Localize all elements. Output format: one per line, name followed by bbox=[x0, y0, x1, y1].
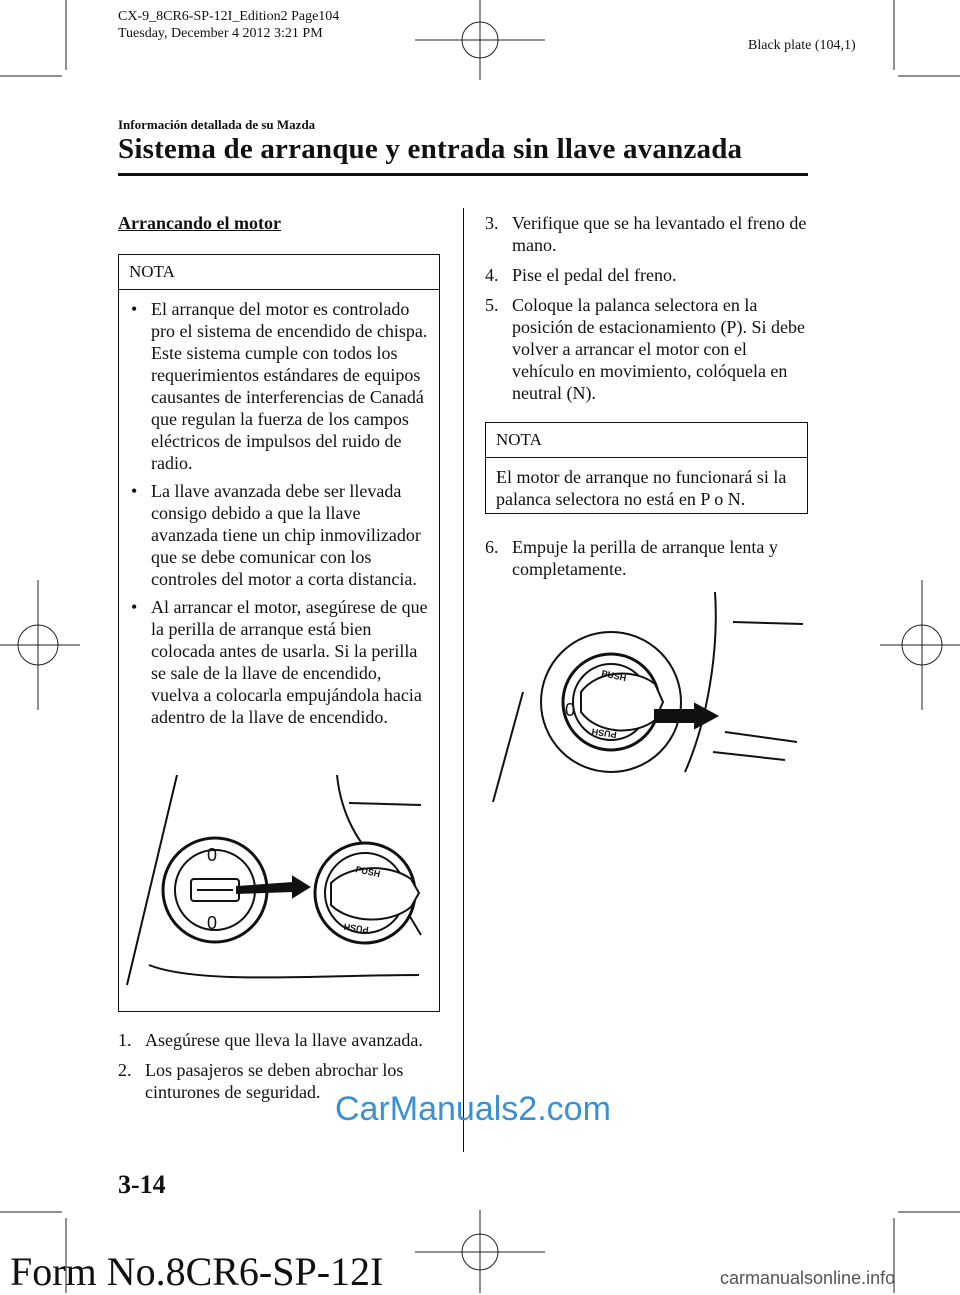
note-list bbox=[119, 298, 439, 728]
step-number: 3. bbox=[485, 213, 499, 233]
note-item bbox=[131, 596, 429, 728]
watermark: CarManuals2.com bbox=[335, 1090, 611, 1128]
print-metadata bbox=[118, 8, 339, 42]
step-item bbox=[485, 264, 810, 286]
step-item bbox=[485, 212, 810, 256]
note-heading: NOTA bbox=[119, 255, 439, 290]
step-text: Los pasajeros se deben abrochar los cinturones de seguridad. bbox=[145, 1060, 404, 1102]
step-number: 4. bbox=[485, 265, 499, 285]
push-label-bottom: PUSH bbox=[343, 921, 370, 935]
plate-label: Black plate (104,1) bbox=[748, 38, 856, 53]
note-heading: NOTA bbox=[486, 423, 807, 458]
step-text: Pise el pedal del freno. bbox=[512, 265, 677, 285]
print-meta-line2: Tuesday, December 4 2012 3:21 PM bbox=[118, 26, 323, 41]
note-item-text: El arranque del motor es controlado pro el sistema de encendido de chispa. bbox=[151, 299, 428, 341]
step-text: Empuje la perilla de arranque lenta y completamente. bbox=[512, 537, 778, 579]
push-knob-illustration bbox=[485, 592, 815, 812]
steps-list-right bbox=[485, 212, 810, 412]
step-text: Verifique que se ha levantado el freno de mano. bbox=[512, 213, 807, 255]
subheading: Arrancando el motor bbox=[118, 213, 281, 233]
note-box-2 bbox=[485, 422, 808, 514]
note-item bbox=[131, 480, 429, 590]
note-item-subtext: Este sistema cumple con todos los requerimientos estándares de equipos causantes de interferencias de Canadá que regulan la fuerza de los campos eléctricos de impulsos del ruido de radio. bbox=[151, 343, 424, 473]
svg-text:0: 0 bbox=[565, 700, 576, 720]
push-label-top: PUSH bbox=[354, 864, 382, 880]
note-item bbox=[131, 298, 429, 474]
print-meta-line1: CX-9_8CR6-SP-12I_Edition2 Page104 bbox=[118, 9, 340, 24]
step-text: Asegúrese que lleva la llave avanzada. bbox=[145, 1030, 423, 1050]
step-number: 2. bbox=[118, 1060, 132, 1080]
page-number: 3-14 bbox=[118, 1170, 166, 1199]
bullet-icon: • bbox=[131, 299, 138, 319]
knob-insert-illustration bbox=[119, 775, 439, 1010]
step-item bbox=[485, 536, 810, 580]
step-item bbox=[485, 294, 810, 404]
step-item bbox=[118, 1029, 448, 1051]
note-box-1 bbox=[118, 254, 440, 1012]
step-number: 5. bbox=[485, 295, 499, 315]
note-text: El motor de arranque no funcionará si la palanca selectora no está en P o N. bbox=[496, 467, 787, 509]
column-divider bbox=[463, 208, 464, 1152]
form-number: Form No.8CR6-SP-12I bbox=[10, 1249, 384, 1294]
site-watermark: carmanualsonline.info bbox=[720, 1268, 896, 1288]
push-label-top: PUSH bbox=[600, 668, 628, 684]
bullet-icon: • bbox=[131, 597, 138, 617]
title-rule bbox=[118, 173, 808, 176]
svg-text:0: 0 bbox=[207, 913, 218, 933]
section-label: Información detallada de su Mazda bbox=[118, 117, 316, 132]
push-label-bottom: PUSH bbox=[591, 726, 618, 740]
bullet-icon: • bbox=[131, 481, 138, 501]
step-number: 6. bbox=[485, 537, 499, 557]
svg-text:0: 0 bbox=[207, 845, 218, 865]
step-text: Coloque la palanca selectora en la posición de estacionamiento (P). Si debe volver a arrancar el motor con el vehículo en movimiento, colóquela en neutral (N). bbox=[512, 295, 805, 403]
step-number: 1. bbox=[118, 1030, 132, 1050]
steps-list-right-2 bbox=[485, 536, 810, 588]
note-item-text: Al arrancar el motor, asegúrese de que la perilla de arranque está bien colocada antes de usarla. Si la perilla se sale de la llave de encendido, vuelva a colocarla empujándola hacia adentro de la llave de encendido. bbox=[151, 597, 428, 727]
chapter-title: Sistema de arranque y entrada sin llave avanzada bbox=[118, 133, 743, 165]
note-item-text: La llave avanzada debe ser llevada consigo debido a que la llave avanzada tiene un chip inmovilizador que se debe comunicar con los controles del motor a corta distancia. bbox=[151, 481, 421, 589]
